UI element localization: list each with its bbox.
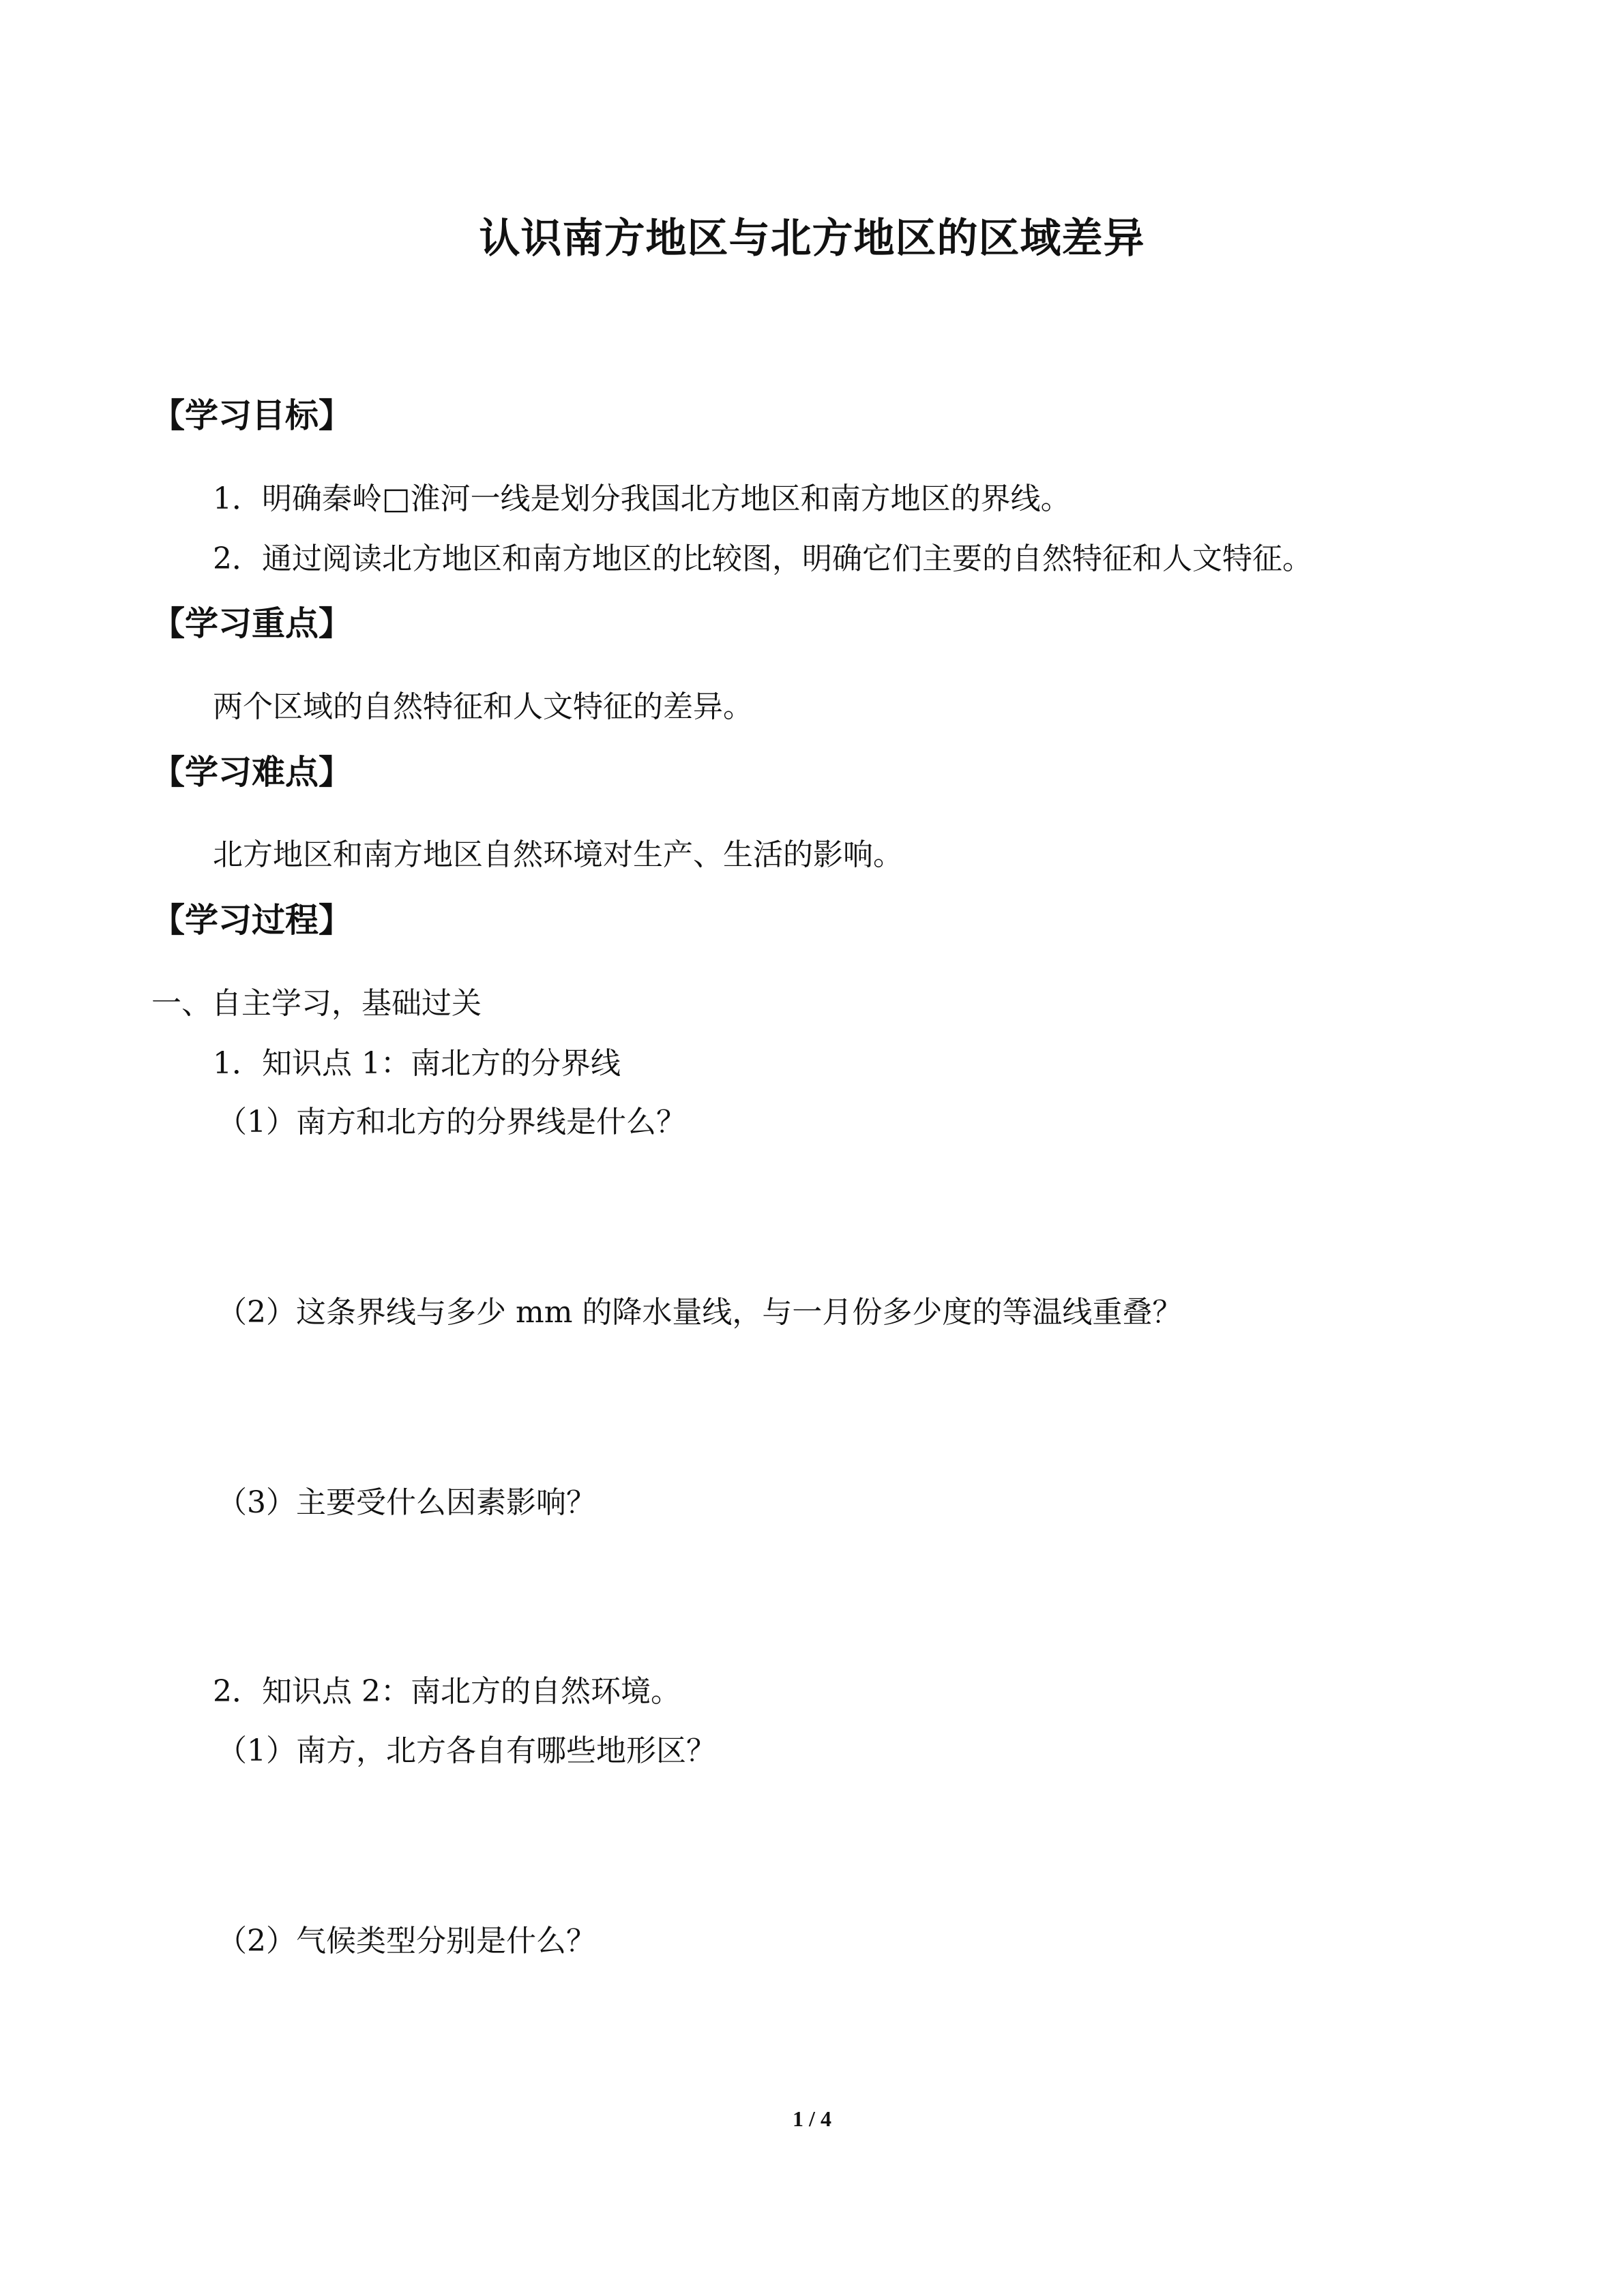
knowledge-point-2-title: 2．知识点 2：南北方的自然环境。: [213, 1674, 681, 1709]
heading-key-points: 【学习重点】: [151, 604, 353, 643]
part1-title: 一、自主学习，基础过关: [151, 986, 482, 1021]
knowledge-point-1-title: 1．知识点 1：南北方的分界线: [213, 1046, 621, 1081]
difficulties-text: 北方地区和南方地区自然环境对生产、生活的影响。: [213, 837, 903, 872]
heading-learning-process: 【学习过程】: [151, 901, 353, 940]
kp2-question-2: （2）气候类型分别是什么？: [217, 1924, 596, 1958]
kp1-question-3: （3）主要受什么因素影响？: [217, 1485, 596, 1520]
goal-item-2: 2．通过阅读北方地区和南方地区的比较图，明确它们主要的自然特征和人文特征。: [213, 541, 1312, 576]
kp1-question-1: （1）南方和北方的分界线是什么？: [217, 1105, 686, 1139]
kp1-question-2: （2）这条界线与多少 mm 的降水量线，与一月份多少度的等温线重叠？: [217, 1295, 1183, 1330]
page-number: 1 / 4: [793, 2106, 831, 2131]
document-title: 认识南方地区与北方地区的区域差异: [479, 215, 1145, 263]
heading-difficulties: 【学习难点】: [151, 753, 353, 792]
kp2-question-1: （1）南方，北方各自有哪些地形区？: [217, 1733, 716, 1768]
key-points-text: 两个区域的自然特征和人文特征的差异。: [213, 689, 753, 724]
heading-learning-goals: 【学习目标】: [151, 396, 353, 435]
goal-item-1: 1．明确秦岭□淮河一线是划分我国北方地区和南方地区的界线。: [213, 481, 1071, 516]
